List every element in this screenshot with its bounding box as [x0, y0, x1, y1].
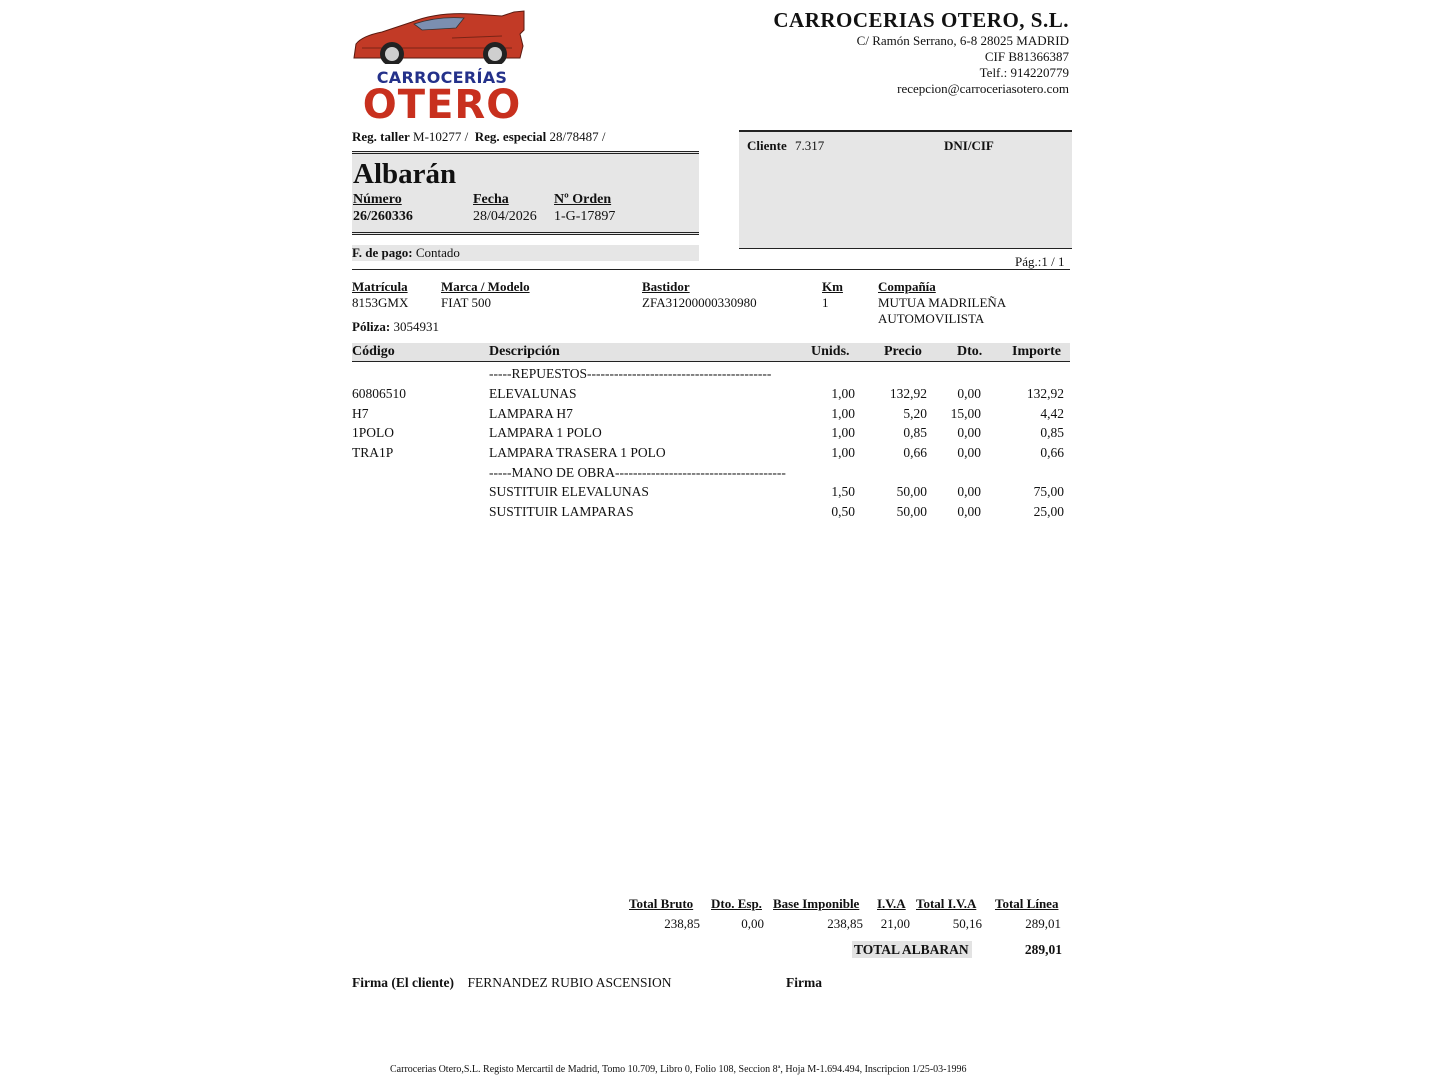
section-mano-obra: -----MANO DE OBRA--------------------------------------: [489, 465, 786, 480]
poliza-label: Póliza:: [352, 319, 391, 334]
cell-dto: 0,00: [957, 445, 981, 460]
total-bruto-label: Total Bruto: [629, 896, 694, 911]
km-label: Km: [822, 279, 843, 294]
col-descripcion: Descripción: [489, 344, 560, 359]
cell-precio: 0,66: [903, 445, 927, 460]
cell-dto: 15,00: [950, 406, 981, 421]
section-row: [352, 366, 1070, 385]
table-row: [352, 504, 1070, 523]
numero-value: 26/260336: [353, 209, 413, 224]
cell-importe: 75,00: [1033, 484, 1064, 499]
marca-value: FIAT 500: [441, 295, 491, 310]
albaran-box: [352, 151, 699, 235]
cell-descripcion: SUSTITUIR ELEVALUNAS: [489, 484, 649, 499]
cell-dto: 0,00: [957, 504, 981, 519]
reg-taller-value: M-10277 /: [413, 129, 469, 144]
company-name: CARROCERIAS OTERO, S.L.: [773, 8, 1069, 32]
reg-especial-value: 28/78487 /: [549, 129, 606, 144]
cell-descripcion: SUSTITUIR LAMPARAS: [489, 504, 634, 519]
cell-codigo: TRA1P: [352, 445, 394, 460]
dni-label: DNI/CIF: [944, 138, 994, 153]
cell-dto: 0,00: [957, 425, 981, 440]
cell-unids: 1,00: [831, 386, 855, 401]
cell-descripcion: LAMPARA TRASERA 1 POLO: [489, 445, 666, 460]
cell-descripcion: LAMPARA 1 POLO: [489, 425, 602, 440]
cell-precio: 50,00: [896, 484, 927, 499]
cell-unids: 1,00: [831, 425, 855, 440]
reg-especial-label: Reg. especial: [474, 129, 547, 144]
base-imponible-label: Base Imponible: [773, 896, 860, 911]
cell-codigo: 1POLO: [352, 425, 395, 440]
client-signature: [352, 975, 672, 991]
firma-cliente-name: FERNANDEZ RUBIO ASCENSION: [467, 975, 672, 990]
cell-descripcion: ELEVALUNAS: [489, 386, 577, 401]
client-box: [739, 130, 1072, 249]
total-albaran-value: 289,01: [1024, 942, 1062, 957]
page-number: Pág.:1 / 1: [1015, 254, 1065, 269]
cliente-value: 7.317: [795, 138, 825, 153]
table-row: [352, 445, 1070, 464]
company-header: [773, 8, 1069, 97]
compania-label: Compañía: [878, 279, 936, 294]
km-value: 1: [822, 295, 829, 310]
registration-line: [352, 129, 605, 145]
cell-dto: 0,00: [957, 386, 981, 401]
section-repuestos: -----REPUESTOS-----------------------------------------: [489, 366, 772, 381]
cell-importe: 25,00: [1033, 504, 1064, 519]
cell-unids: 1,00: [831, 445, 855, 460]
iva-label: I.V.A: [877, 896, 906, 911]
logo-line1: CARROCERÍAS: [376, 68, 508, 87]
bastidor-label: Bastidor: [642, 279, 690, 294]
section-row: [352, 465, 1070, 484]
cell-precio: 50,00: [896, 504, 927, 519]
matricula-value: 8153GMX: [352, 295, 409, 310]
base-imponible-value: 238,85: [827, 916, 863, 931]
cell-importe: 4,42: [1040, 406, 1064, 421]
total-linea-label: Total Línea: [995, 896, 1059, 911]
col-precio: Precio: [884, 344, 922, 359]
table-row: [352, 425, 1070, 444]
total-iva-label: Total I.V.A: [916, 896, 977, 911]
orden-label: Nº Orden: [554, 192, 612, 207]
cell-importe: 132,92: [1026, 386, 1064, 401]
total-iva-value: 50,16: [952, 916, 982, 931]
poliza: [352, 319, 439, 335]
firma-label: Firma: [786, 975, 822, 990]
cell-dto: 0,00: [957, 484, 981, 499]
col-dto: Dto.: [957, 344, 983, 359]
albaran-title: Albarán: [353, 158, 457, 190]
dto-esp-value: 0,00: [741, 916, 764, 931]
matricula-label: Matrícula: [352, 279, 408, 294]
cell-unids: 1,50: [831, 484, 855, 499]
col-unids: Unids.: [811, 344, 850, 359]
legal-footer: Carrocerias Otero,S.L. Registo Mercartil de Madrid, Tomo 10.709, Libro 0, Folio 108, Seccion 8ª, Hoja M-1.694.494, Inscripcion 1/25-03-1996: [390, 1064, 967, 1075]
total-bruto-value: 238,85: [664, 916, 700, 931]
cell-unids: 0,50: [831, 504, 855, 519]
company-cif: CIF B81366387: [984, 49, 1069, 64]
orden-value: 1-G-17897: [554, 209, 616, 224]
compania-value: [878, 295, 1006, 327]
company-logo: [352, 8, 527, 128]
fecha-value: 28/04/2026: [473, 209, 537, 224]
cell-precio: 132,92: [889, 386, 927, 401]
car-icon: [352, 8, 527, 70]
company-phone: Telf.: 914220779: [979, 65, 1069, 80]
items-table-header: [352, 343, 1070, 362]
iva-value: 21,00: [880, 916, 910, 931]
compania-line2: AUTOMOVILISTA: [878, 311, 985, 326]
total-albaran-text: TOTAL ALBARAN: [854, 942, 969, 957]
firma-cliente-label: Firma (El cliente): [352, 975, 454, 990]
col-importe: Importe: [1012, 344, 1061, 359]
pago-value: Contado: [415, 245, 460, 260]
cell-importe: 0,85: [1040, 425, 1064, 440]
numero-label: Número: [353, 192, 402, 207]
col-codigo: Código: [352, 344, 395, 359]
pago-label: F. de pago:: [352, 245, 413, 260]
cliente-label: Cliente: [747, 138, 787, 153]
reg-taller-label: Reg. taller: [352, 129, 410, 144]
total-albaran-label: [852, 941, 972, 958]
cell-descripcion: LAMPARA H7: [489, 406, 573, 421]
cell-codigo: 60806510: [352, 386, 406, 401]
bastidor-value: ZFA31200000330980: [642, 295, 757, 310]
cell-unids: 1,00: [831, 406, 855, 421]
payment-method: [352, 245, 699, 261]
company-email: recepcion@carroceriasotero.com: [897, 81, 1069, 96]
cell-codigo: H7: [352, 406, 369, 421]
table-row: [352, 386, 1070, 405]
total-linea-value: 289,01: [1025, 916, 1061, 931]
table-row: [352, 484, 1070, 503]
dto-esp-label: Dto. Esp.: [711, 896, 762, 911]
fecha-label: Fecha: [473, 192, 509, 207]
compania-line1: MUTUA MADRILEÑA: [878, 295, 1007, 310]
logo-line2: OTERO: [362, 82, 522, 128]
company-address: C/ Ramón Serrano, 6-8 28025 MADRID: [856, 33, 1069, 48]
divider: [352, 269, 1070, 270]
cell-precio: 0,85: [903, 425, 927, 440]
table-row: [352, 406, 1070, 425]
cell-precio: 5,20: [903, 406, 927, 421]
marca-label: Marca / Modelo: [441, 279, 530, 294]
poliza-value: 3054931: [393, 319, 440, 334]
cell-importe: 0,66: [1040, 445, 1064, 460]
